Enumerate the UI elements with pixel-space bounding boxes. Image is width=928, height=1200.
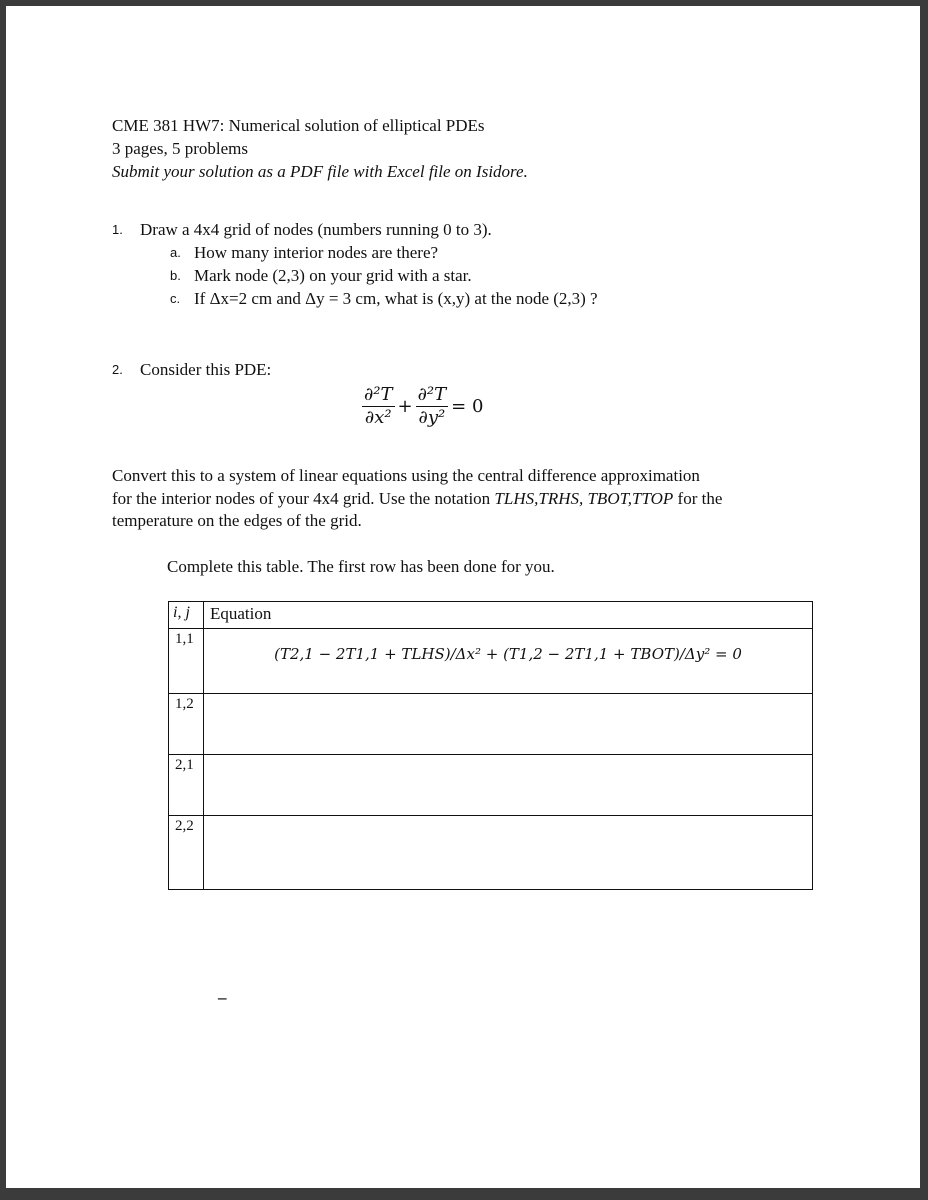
table-row [169, 755, 813, 816]
problem-2-text: Consider this PDE: [140, 360, 272, 379]
para-line-1: Convert this to a system of linear equations using the central difference approximation [112, 466, 700, 485]
part-a-label: a. [170, 245, 181, 260]
header-equation: Equation [204, 602, 813, 629]
part-b-label: b. [170, 268, 181, 283]
header-ij: i, j [169, 602, 204, 629]
doc-pages: 3 pages, 5 problems [112, 139, 248, 158]
table-header-row [169, 602, 813, 629]
doc-title: CME 381 HW7: Numerical solution of elliptical PDEs [112, 116, 485, 135]
pde-denominator-x: ∂x² [364, 407, 392, 428]
part-c-text: If Δx=2 cm and Δy = 3 cm, what is (x,y) at the node (2,3) ? [194, 289, 598, 308]
row-ij: 2,1 [169, 755, 204, 816]
equation-table [168, 601, 813, 890]
para-line-2b: for the [673, 489, 723, 508]
row-equation[interactable] [204, 816, 813, 890]
pde-equation [362, 384, 486, 429]
table-instruction: Complete this table. The first row has been done for you. [167, 557, 555, 576]
problem-1-text: Draw a 4x4 grid of nodes (numbers running 0 to 3). [140, 220, 492, 239]
row-equation[interactable] [204, 755, 813, 816]
row-equation [204, 629, 813, 694]
para-line-3: temperature on the edges of the grid. [112, 511, 362, 530]
row-equation[interactable] [204, 694, 813, 755]
part-a-text: How many interior nodes are there? [194, 243, 439, 262]
pde-plus: + [397, 395, 413, 417]
pde-denominator-y: ∂y² [418, 407, 446, 428]
pde-numerator-y: ∂²T [417, 384, 447, 405]
problem-1-number: 1. [112, 222, 123, 237]
pde-numerator-x: ∂²T [364, 384, 393, 405]
table-row [169, 694, 813, 755]
row-ij: 2,2 [169, 816, 204, 890]
notation: TLHS,TRHS, TBOT,TTOP [494, 489, 674, 508]
row-ij: 1,2 [169, 694, 204, 755]
doc-submit: Submit your solution as a PDF file with Excel file on Isidore. [112, 162, 528, 181]
para-line-2a: for the interior nodes of your 4x4 grid. Use the notation [112, 489, 495, 508]
table-row [169, 629, 813, 694]
stray-mark: – [218, 988, 227, 1007]
part-c-label: c. [170, 291, 181, 306]
pde-rhs: = 0 [451, 395, 484, 417]
para-line-2 [112, 489, 722, 509]
document-page [6, 6, 920, 1188]
part-b-text: Mark node (2,3) on your grid with a star. [194, 266, 472, 285]
table-row [169, 816, 813, 890]
equation-1-1: (T2,1 − 2T1,1 + TLHS)/Δx² + (T1,2 − 2T1,1 + TBOT)/Δy² = 0 [274, 645, 742, 663]
row-ij: 1,1 [169, 629, 204, 694]
problem-2-number: 2. [112, 362, 123, 377]
